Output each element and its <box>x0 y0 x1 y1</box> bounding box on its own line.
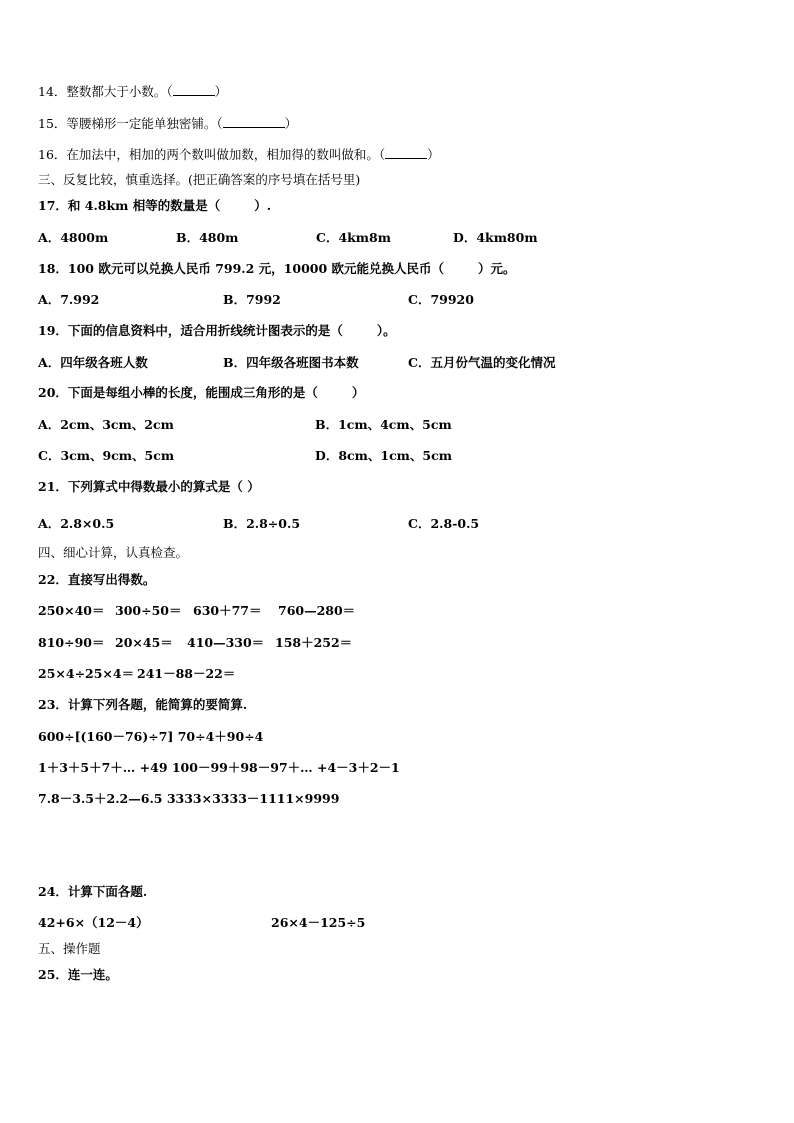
question-22-title: 22．直接写出得数。 <box>38 572 156 587</box>
q24-expr: 26×4－125÷5 <box>271 915 366 930</box>
question-14: 14．整数都大于小数。（ ） <box>38 84 228 99</box>
question-15: 15．等腰梯形一定能单独密铺。（ ） <box>38 116 298 131</box>
q23-line: 7.8－3.5＋2.2—6.5 3333×3333－1111×9999 <box>38 791 340 806</box>
question-24-title: 24．计算下面各题. <box>38 884 148 899</box>
q20-option-d[interactable]: D．8cm、1cm、5cm <box>315 448 452 463</box>
q22-expr: 250×40＝ <box>38 603 105 618</box>
q22-expr: 300÷50＝ <box>115 603 182 618</box>
q23-line: 600÷[(160－76)÷7] 70÷4＋90÷4 <box>38 729 264 744</box>
question-14-text: 14．整数都大于小数。（ <box>38 84 173 99</box>
q23-line: 1＋3＋5＋7＋… +49 100－99＋98－97＋… +4－3＋2－1 <box>38 760 400 775</box>
q21-option-c[interactable]: C．2.8-0.5 <box>408 516 480 531</box>
q18-option-a[interactable]: A．7.992 <box>38 292 100 307</box>
q17-option-a[interactable]: A．4800m <box>38 230 109 245</box>
q17-option-d[interactable]: D．4km80m <box>453 230 538 245</box>
question-18: 18．100 欧元可以兑换人民币 799.2 元，10000 欧元能兑换人民币（ ）元。 <box>38 261 516 276</box>
q22-expr: 410—330＝ <box>187 635 265 650</box>
question-16-text: 16．在加法中，相加的两个数叫做加数，相加得的数叫做和。（ <box>38 147 386 162</box>
q21-option-a[interactable]: A．2.8×0.5 <box>38 516 115 531</box>
q19-option-b[interactable]: B．四年级各班图书本数 <box>223 355 359 370</box>
question-15-text: 15．等腰梯形一定能单独密铺。（ <box>38 116 223 131</box>
question-16: 16．在加法中，相加的两个数叫做加数，相加得的数叫做和。（ ） <box>38 147 440 162</box>
question-25: 25．连一连。 <box>38 967 118 982</box>
q17-option-b[interactable]: B．480m <box>176 230 239 245</box>
q21-option-b[interactable]: B．2.8÷0.5 <box>223 516 301 531</box>
q24-expr: 42+6×（12－4） <box>38 915 149 930</box>
section-4-heading: 四、细心计算，认真检查。 <box>38 545 189 560</box>
q22-expr: 810÷90＝ <box>38 635 105 650</box>
question-21: 21．下列算式中得数最小的算式是（ ） <box>38 479 260 494</box>
answer-blank-14[interactable] <box>173 83 215 96</box>
q22-expr: 25×4÷25×4＝ <box>38 666 135 681</box>
q20-option-c[interactable]: C．3cm、9cm、5cm <box>38 448 175 463</box>
q22-expr: 158＋252＝ <box>275 635 353 650</box>
section-5-heading: 五、操作题 <box>38 941 101 956</box>
question-20: 20．下面是每组小棒的长度，能围成三角形的是（ ） <box>38 385 365 400</box>
question-23-title: 23．计算下列各题，能简算的要简算. <box>38 697 248 712</box>
answer-blank-16[interactable] <box>385 146 427 159</box>
section-3-heading: 三、反复比较，慎重选择。(把正确答案的序号填在括号里) <box>38 172 361 187</box>
question-19: 19．下面的信息资料中，适合用折线统计图表示的是（ ）。 <box>38 323 396 338</box>
q19-option-a[interactable]: A．四年级各班人数 <box>38 355 148 370</box>
q20-option-a[interactable]: A．2cm、3cm、2cm <box>38 417 174 432</box>
q18-option-c[interactable]: C．79920 <box>408 292 474 307</box>
question-17: 17．和 4.8km 相等的数量是（ ）. <box>38 198 272 213</box>
q18-option-b[interactable]: B．7992 <box>223 292 281 307</box>
q17-option-c[interactable]: C．4km8m <box>316 230 391 245</box>
q22-expr: 630＋77＝ <box>193 603 262 618</box>
q22-expr: 760—280＝ <box>278 603 356 618</box>
answer-blank-15[interactable] <box>223 115 285 128</box>
q22-expr: 241－88－22＝ <box>137 666 236 681</box>
q20-option-b[interactable]: B．1cm、4cm、5cm <box>315 417 452 432</box>
q22-expr: 20×45＝ <box>115 635 173 650</box>
q19-option-c[interactable]: C．五月份气温的变化情况 <box>408 355 556 370</box>
